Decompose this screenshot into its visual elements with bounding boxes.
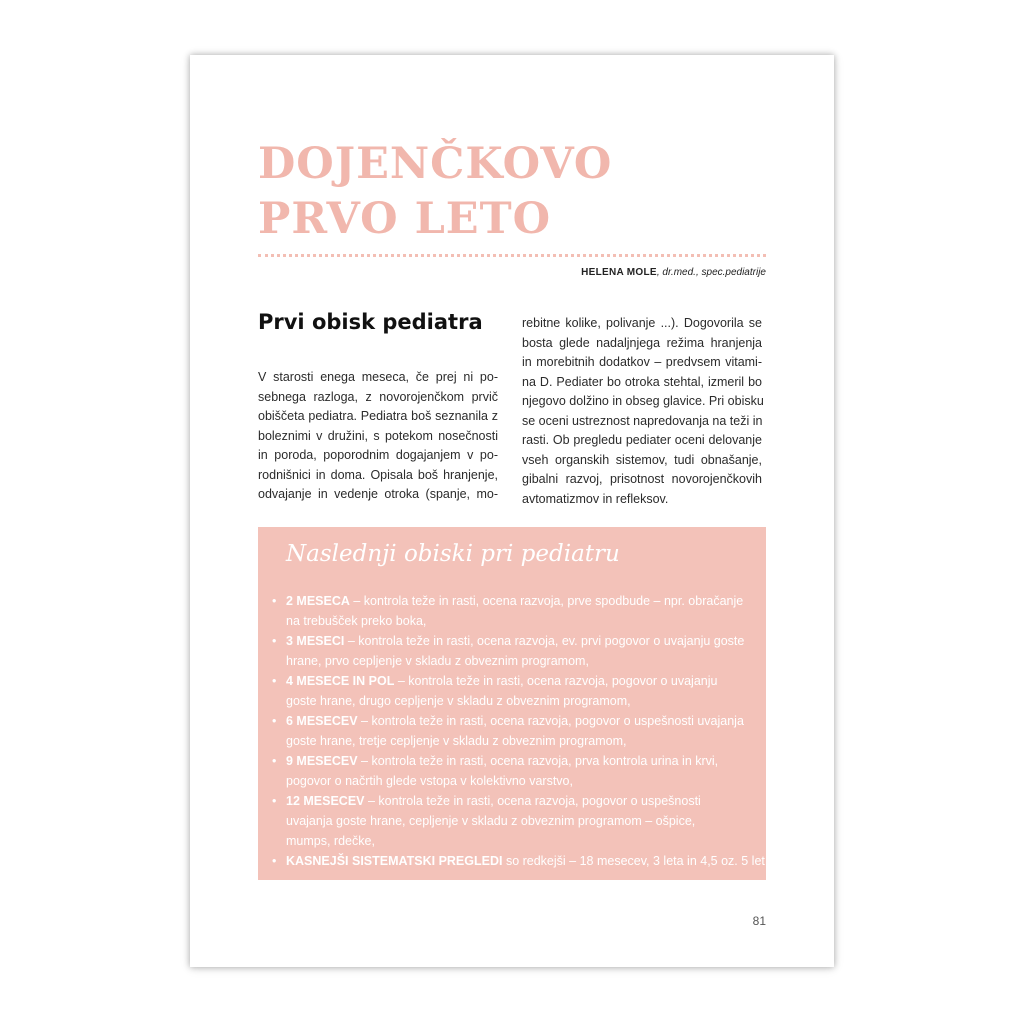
list-item — [272, 711, 758, 751]
list-item-text: uvajanja goste hrane, cepljenje v skladu z obveznim programom – ošpice, — [286, 814, 696, 828]
bullet-icon: • — [272, 594, 277, 608]
list-item-text: pogovor o načrtih glede vstopa v kolektivno varstvo, — [286, 774, 573, 788]
left-column-line: sebnega razloga, z novorojenčkom prvič — [258, 389, 498, 404]
right-column-line: se oceni ustreznost napredovanja na teži in — [522, 413, 763, 428]
left-column-line: boleznimi v družini, s potekom nosečnosti — [258, 428, 498, 443]
right-column-line: avtomatizmov in refleksov. — [522, 491, 669, 506]
list-item-term: 3 MESECI — [286, 634, 345, 648]
right-column-line: gibalni razvoj, prisotnost novorojenčkovih — [522, 472, 762, 486]
bullet-icon: • — [272, 714, 277, 728]
list-item-text: mumps, rdečke, — [286, 834, 375, 848]
right-column-line: in morebitnih dodatkov – predvsem vitami- — [522, 355, 762, 369]
left-column-line: obiščeta pediatra. Pediatra boš seznanila z — [258, 409, 498, 423]
right-column — [522, 314, 762, 509]
list-item-text: goste hrane, tretje cepljenje v skladu z obveznim programom, — [286, 734, 627, 748]
list-item-term: 12 MESECEV — [286, 794, 365, 808]
list-item-text: – kontrola teže in rasti, ocena razvoja, pogovor o uspešnosti uvajanja — [357, 714, 744, 728]
article-title-line-1: DOJENČKOVO — [258, 139, 613, 189]
list-item-term: 2 MESECA — [286, 594, 350, 608]
bullet-icon: • — [272, 854, 277, 868]
list-item-text: – kontrola teže in rasti, ocena razvoja, pogovor o uvajanju — [394, 674, 718, 688]
section-heading: Prvi obisk pediatra — [258, 310, 483, 334]
right-column-line: na D. Pediater bo otroka stehtal, izmeril bo — [522, 374, 762, 389]
info-box-title: Naslednji obiski pri pediatru — [286, 541, 620, 567]
bullet-icon: • — [272, 754, 277, 768]
right-column-line: rebitne kolike, polivanje ...). Dogovorila se — [522, 316, 762, 330]
page-number: 81 — [752, 914, 766, 928]
bullet-icon: • — [272, 794, 277, 808]
article-title — [258, 137, 612, 247]
list-item-text: so redkejši – 18 mesecev, 3 leta in 4,5 oz. 5 let. — [502, 854, 769, 868]
left-column-line: odvajanje in vedenje otroka (spanje, mo- — [258, 487, 498, 501]
right-column-line: rasti. Ob pregledu pediater oceni delovanje — [522, 433, 762, 447]
list-item-term: 9 MESECEV — [286, 754, 358, 768]
dotted-divider — [258, 254, 766, 257]
bullet-icon: • — [272, 674, 277, 688]
list-item-text: – kontrola teže in rasti, ocena razvoja, ev. prvi pogovor o uvajanju goste — [344, 634, 745, 648]
article-title-line-2: PRVO LETO — [258, 194, 552, 244]
author-name: HELENA MOLE — [581, 267, 657, 278]
list-item-term: KASNEJŠI SISTEMATSKI PREGLEDI — [286, 854, 503, 868]
list-item — [272, 631, 758, 671]
list-item — [272, 671, 758, 711]
left-column-line: V starosti enega meseca, če prej ni po- — [258, 370, 498, 384]
left-column-line: in poroda, poporodnim dogajanjem v po- — [258, 448, 498, 462]
list-item — [272, 591, 758, 631]
document-page — [190, 55, 834, 967]
right-column-line: vseh organskih sistemov, tudi obnašanje, — [522, 452, 762, 467]
left-column-line: rodnišnici in doma. Opisala boš hranjenje, — [258, 467, 498, 482]
list-item-text: – kontrola teže in rasti, ocena razvoja, prva kontrola urina in krvi, — [357, 754, 719, 768]
left-column — [258, 368, 498, 505]
right-column-line: njegovo dolžino in obseg glavice. Pri obisku — [522, 394, 764, 408]
list-item — [272, 851, 769, 871]
list-item — [272, 751, 758, 791]
list-item — [272, 791, 758, 851]
author-credentials: , dr.med., spec.pediatrije — [656, 267, 766, 278]
checkup-list — [272, 591, 769, 871]
right-column-line: bosta glede nadaljnjega režima hranjenja — [522, 335, 762, 350]
list-item-text: – kontrola teže in rasti, ocena razvoja, prve spodbude – npr. obračanje — [349, 594, 744, 608]
bullet-icon: • — [272, 634, 277, 648]
list-item-text: na trebušček preko boka, — [286, 614, 427, 628]
list-item-text: goste hrane, drugo cepljenje v skladu z obveznim programom, — [286, 694, 631, 708]
list-item-term: 4 MESECE IN POL — [286, 674, 395, 688]
list-item-text: – kontrola teže in rasti, ocena razvoja, pogovor o uspešnosti — [364, 794, 701, 808]
list-item-text: hrane, prvo cepljenje v skladu z obveznim programom, — [286, 654, 589, 668]
checkup-info-box — [258, 527, 769, 880]
list-item-term: 6 MESECEV — [286, 714, 358, 728]
author-byline — [581, 267, 766, 278]
